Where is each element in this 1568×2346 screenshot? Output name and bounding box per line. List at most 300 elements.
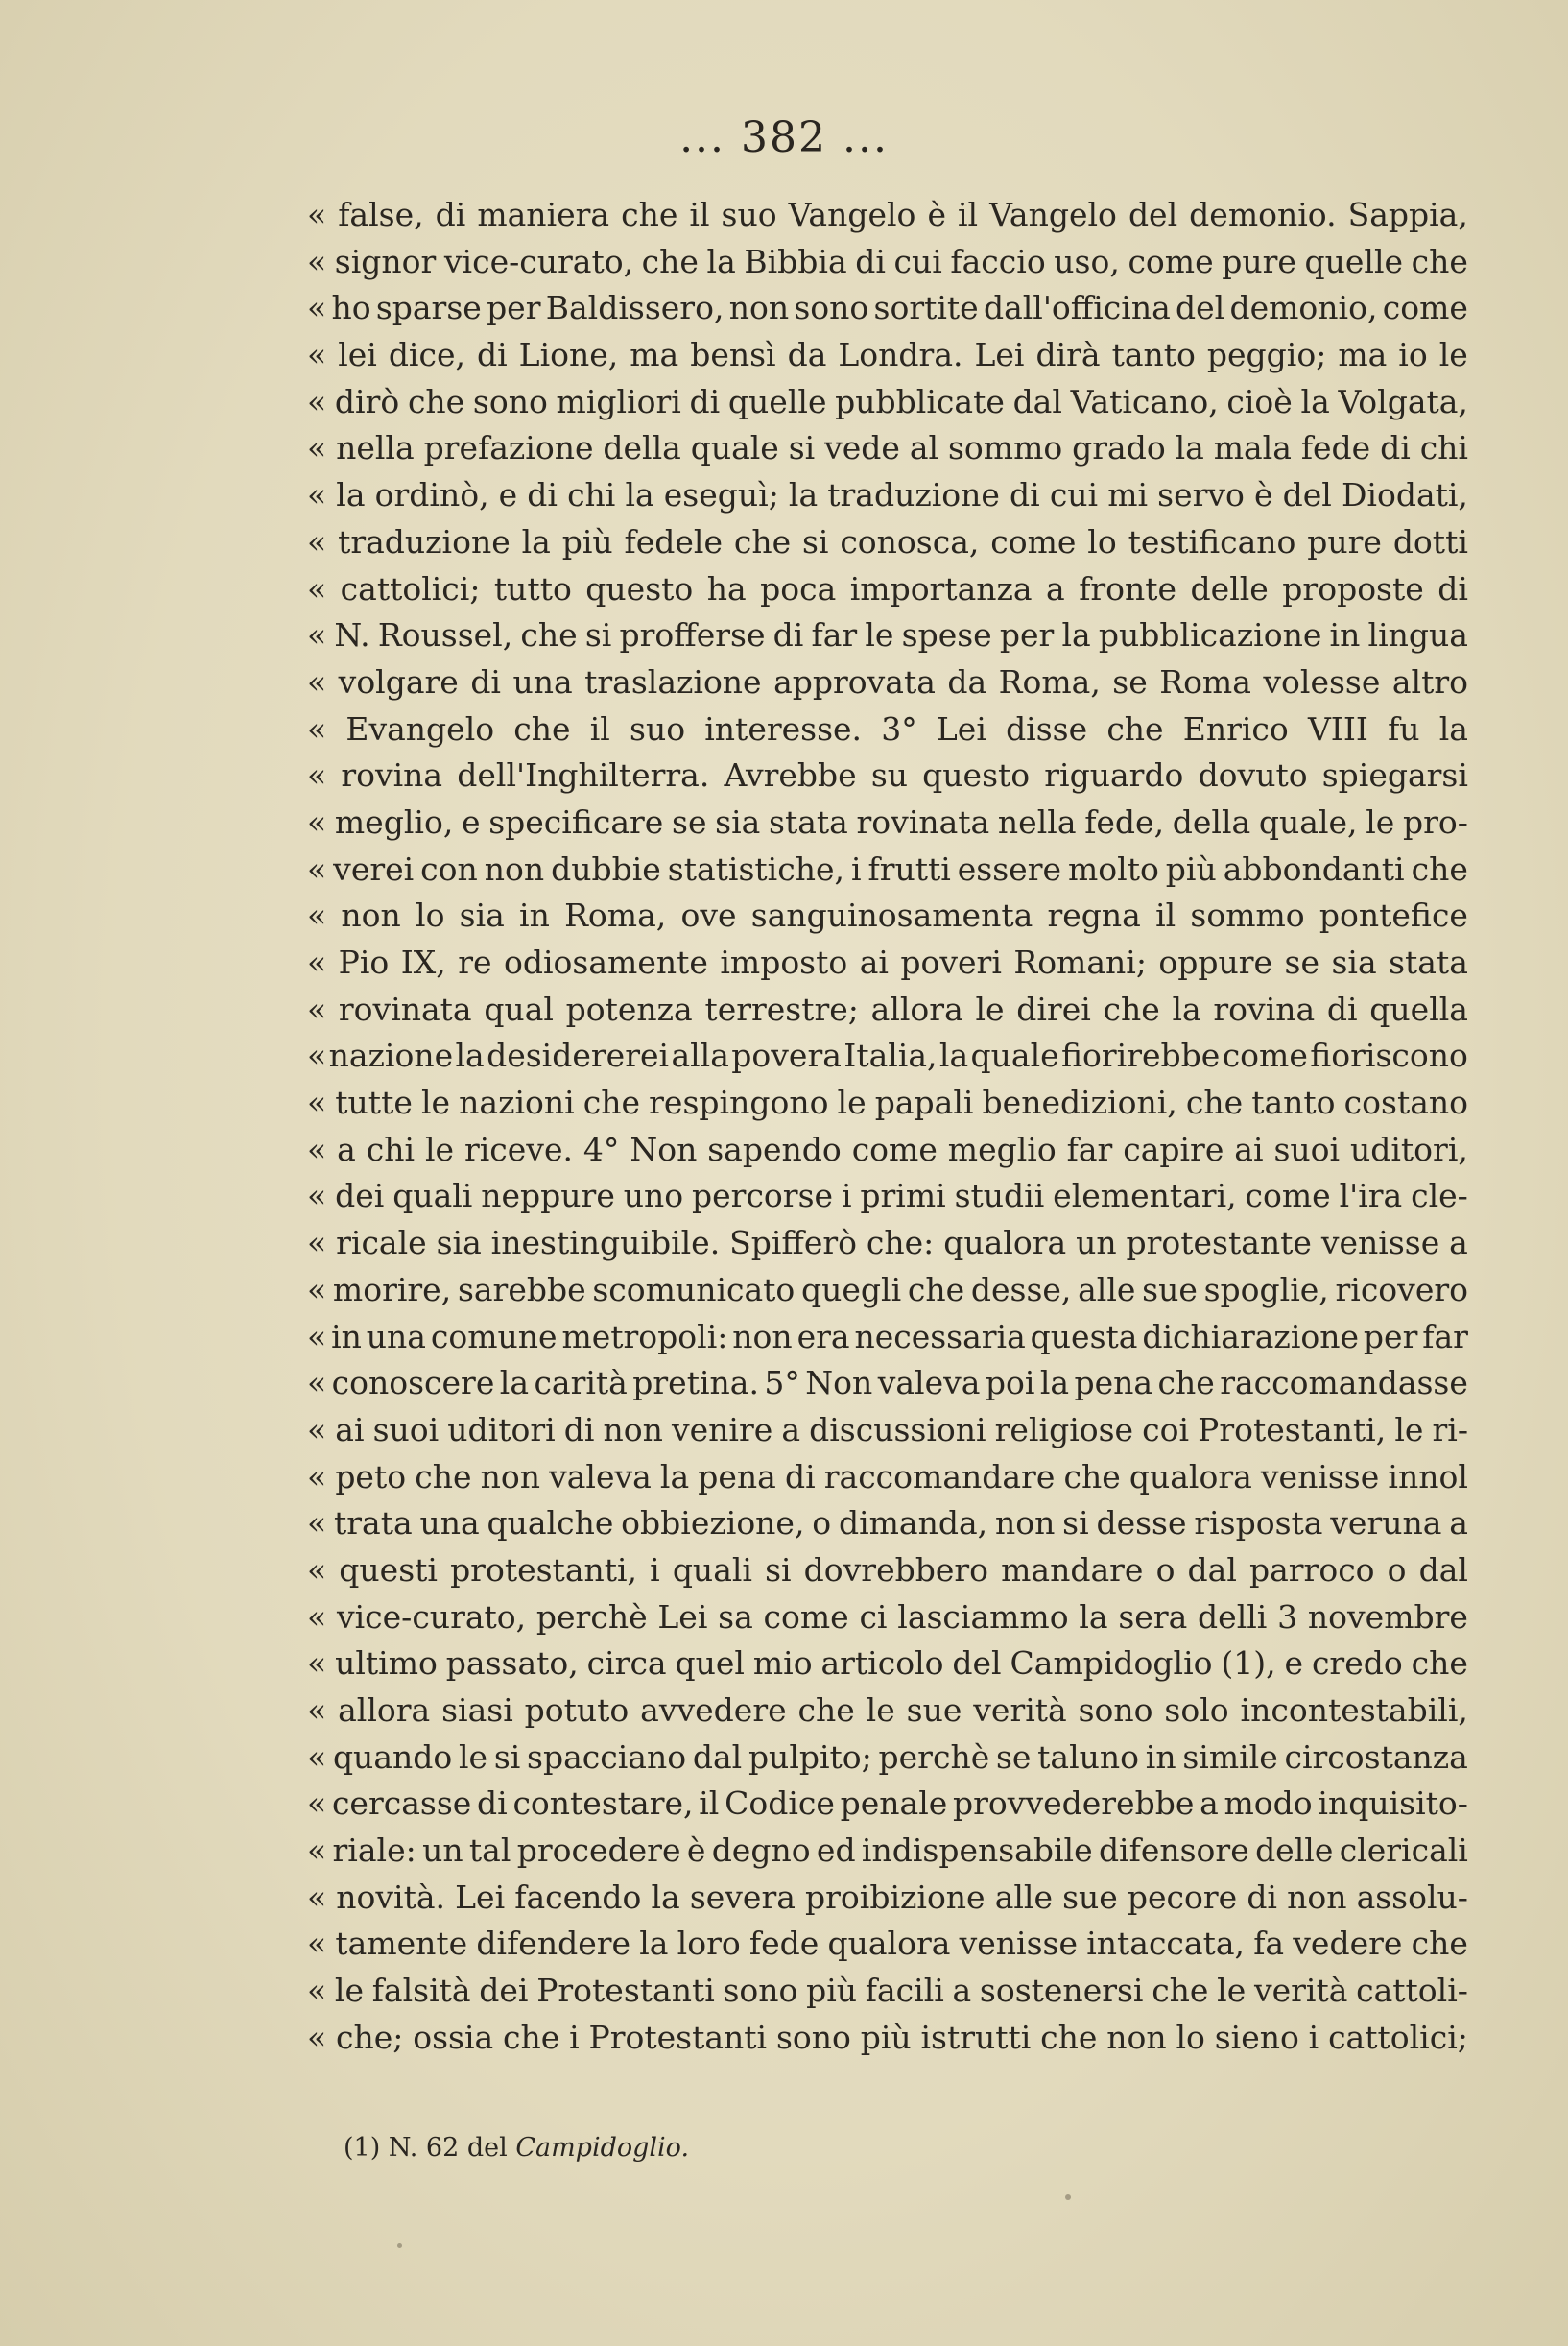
word: dice, xyxy=(388,336,465,374)
word: a xyxy=(1449,1224,1468,1262)
word: cui xyxy=(893,242,942,280)
word: chi xyxy=(366,1130,416,1168)
text-line xyxy=(307,1360,1468,1407)
word: valeva xyxy=(877,1364,981,1402)
word: Protestanti xyxy=(588,2018,768,2056)
word: mandare xyxy=(1001,1550,1144,1589)
word: a xyxy=(1046,569,1065,608)
text-line xyxy=(307,472,1468,519)
word: che xyxy=(1411,1925,1468,1963)
word: « xyxy=(307,1878,327,1916)
word: dei xyxy=(479,1972,529,2010)
word: dovrebbero xyxy=(803,1550,989,1589)
word: peto xyxy=(335,1457,407,1496)
word: lingua xyxy=(1367,616,1468,655)
word: « xyxy=(307,1972,327,2010)
word: neppure xyxy=(481,1177,615,1215)
word: sommo xyxy=(1190,897,1305,935)
word: « xyxy=(307,429,327,467)
word: percorse xyxy=(692,1177,834,1215)
word: venisse xyxy=(1260,1457,1380,1496)
word: che xyxy=(1063,1457,1121,1496)
word: respingono xyxy=(649,1084,829,1122)
word: è xyxy=(1254,476,1273,515)
word: che xyxy=(1152,1972,1209,2010)
word: mala xyxy=(1213,429,1292,467)
word: taluno xyxy=(1037,1737,1140,1776)
word: del xyxy=(1128,196,1178,233)
word: raccomandare xyxy=(823,1457,1056,1496)
word: Non xyxy=(630,1130,698,1168)
word: le xyxy=(865,616,894,655)
word: protestanti, xyxy=(450,1550,638,1589)
word: sia xyxy=(715,802,761,841)
word: del xyxy=(1176,289,1225,327)
word: che xyxy=(407,382,465,420)
word: « xyxy=(307,569,327,608)
word: sparse xyxy=(375,289,482,327)
word: nella xyxy=(997,802,1077,841)
word: quelle xyxy=(1304,242,1404,280)
word: dal xyxy=(692,1737,743,1776)
word: la xyxy=(1061,616,1091,655)
word: verità xyxy=(973,1691,1067,1729)
footnote xyxy=(344,2133,689,2163)
word: la xyxy=(651,1878,680,1916)
text-line xyxy=(307,2015,1468,2062)
word: le xyxy=(1394,1410,1424,1448)
word: rovina xyxy=(1213,990,1316,1028)
word: siasi xyxy=(441,1691,513,1729)
word: far xyxy=(1422,1317,1468,1355)
word: Londra. xyxy=(838,336,963,374)
word: sommo xyxy=(947,429,1063,467)
word: le xyxy=(424,1130,455,1168)
word: dal xyxy=(1187,1550,1237,1589)
word: frutti xyxy=(867,850,951,888)
word: assolu- xyxy=(1356,1878,1468,1916)
word: protestante xyxy=(1126,1224,1312,1262)
word: Roussel, xyxy=(377,616,513,655)
text-line xyxy=(307,519,1468,566)
word: risposta xyxy=(1194,1504,1323,1543)
word: Lei xyxy=(936,709,986,748)
word: papali xyxy=(874,1084,974,1122)
word: modo xyxy=(1224,1784,1313,1823)
word: importanza xyxy=(849,569,1033,608)
word: i xyxy=(850,850,862,888)
word: clericali xyxy=(1339,1831,1468,1870)
word: pretina. xyxy=(632,1364,759,1402)
word: contestare, xyxy=(512,1784,694,1823)
text-line xyxy=(307,1080,1468,1127)
word: lei xyxy=(338,336,377,374)
text-line xyxy=(307,1033,1468,1080)
word: rovinata xyxy=(856,802,990,841)
word: stata xyxy=(1389,944,1468,981)
word: novità. xyxy=(336,1878,446,1916)
word: i xyxy=(841,1177,852,1215)
word: come xyxy=(1245,1177,1331,1215)
word: benedizioni, xyxy=(982,1084,1177,1122)
word: che xyxy=(907,1270,965,1308)
word: ma xyxy=(1338,336,1388,374)
word: 5° xyxy=(764,1364,800,1402)
word: « xyxy=(307,1364,327,1402)
word: « xyxy=(307,1270,327,1308)
word: fede xyxy=(1300,429,1371,467)
text-line xyxy=(307,1314,1468,1361)
word: non xyxy=(341,897,401,935)
word: nella xyxy=(336,429,415,467)
word: di xyxy=(784,1457,816,1496)
word: da xyxy=(947,662,987,701)
word: trata xyxy=(334,1504,413,1543)
word: da xyxy=(787,336,827,374)
word: Vangelo xyxy=(788,196,916,233)
word: « xyxy=(307,289,327,327)
word: fedele xyxy=(624,522,723,561)
word: cle- xyxy=(1411,1177,1468,1215)
text-line xyxy=(307,285,1468,332)
word: inestinguibile. xyxy=(490,1224,721,1262)
word: migliori xyxy=(556,382,681,420)
word: cioè xyxy=(1226,382,1293,420)
text-line xyxy=(307,192,1468,239)
paper-speck xyxy=(397,2243,402,2248)
word: verei xyxy=(333,850,415,888)
word: sono xyxy=(1078,1691,1153,1729)
word: inquisito- xyxy=(1318,1784,1468,1823)
word: dal xyxy=(1418,1550,1468,1589)
word: la xyxy=(639,1925,669,1963)
word: non xyxy=(1287,1878,1347,1916)
word: come xyxy=(763,1597,849,1636)
word: allora xyxy=(870,990,963,1028)
word: quale xyxy=(970,1037,1059,1075)
word: « xyxy=(307,522,327,561)
word: uno xyxy=(623,1177,684,1215)
word: non xyxy=(728,289,790,327)
text-line xyxy=(307,1407,1468,1454)
word: il xyxy=(689,196,710,233)
word: di xyxy=(1326,990,1358,1028)
word: venisse xyxy=(959,1925,1079,1963)
word: grado xyxy=(1072,429,1166,467)
word: sarebbe xyxy=(457,1270,586,1308)
word: obbiezione, xyxy=(621,1504,805,1543)
word: che xyxy=(733,522,792,561)
word: i xyxy=(569,2018,580,2056)
word: uso, xyxy=(1054,242,1120,280)
word: « xyxy=(307,756,327,795)
text-line xyxy=(307,1640,1468,1688)
word: solo xyxy=(1164,1691,1229,1729)
word: il xyxy=(699,1784,720,1823)
word: sia xyxy=(436,1224,482,1262)
text-line xyxy=(307,1173,1468,1220)
word: fronte xyxy=(1079,569,1177,608)
word: comune xyxy=(430,1317,558,1355)
word: lo xyxy=(1176,2018,1205,2056)
word: « xyxy=(307,476,327,515)
word: « xyxy=(307,1084,327,1122)
word: di xyxy=(470,662,501,701)
word: far xyxy=(1066,1130,1113,1168)
word: « xyxy=(307,1130,327,1168)
word: che xyxy=(1411,242,1468,280)
word: molto xyxy=(1067,850,1159,888)
word: quale xyxy=(690,429,779,467)
word: verità xyxy=(1253,1972,1348,2010)
word: dirà xyxy=(1035,336,1101,374)
word: suoi xyxy=(372,1410,440,1448)
word: « xyxy=(307,382,327,420)
word: circostanza xyxy=(1284,1737,1468,1776)
word: far xyxy=(811,616,858,655)
page-number: ... 382 ... xyxy=(679,113,889,162)
word: metropoli: xyxy=(561,1317,728,1355)
word: più xyxy=(806,1972,858,2010)
word: qualche xyxy=(487,1504,614,1543)
word: non xyxy=(994,1504,1056,1543)
word: sono xyxy=(794,289,869,327)
word: traduzione xyxy=(338,522,511,561)
word: necessaria xyxy=(854,1317,1026,1355)
word: conoscere xyxy=(331,1364,495,1402)
word: non xyxy=(484,850,545,888)
word: la xyxy=(1039,1364,1070,1402)
paper-speck xyxy=(1065,2194,1071,2200)
word: difendere xyxy=(476,1925,631,1963)
word: abbondanti xyxy=(1223,850,1405,888)
word: simile xyxy=(1182,1737,1278,1776)
word: quando xyxy=(332,1737,453,1776)
word: del xyxy=(1282,476,1332,515)
word: non xyxy=(480,1457,540,1496)
word: suo xyxy=(721,196,777,233)
word: di xyxy=(476,336,508,374)
word: che xyxy=(797,1691,855,1729)
word: « xyxy=(307,1644,327,1683)
word: come xyxy=(1382,289,1468,327)
word: ove xyxy=(680,897,737,935)
text-line xyxy=(307,239,1468,286)
word: la xyxy=(706,242,736,280)
word: le xyxy=(837,1084,867,1122)
word: si xyxy=(801,522,829,561)
word: di xyxy=(772,616,804,655)
word: del xyxy=(952,1644,1002,1683)
word: come xyxy=(851,1130,938,1168)
word: « xyxy=(307,1037,327,1075)
word: coi xyxy=(1142,1410,1190,1448)
word: religiose xyxy=(994,1410,1134,1448)
word: « xyxy=(307,336,327,374)
word: allora xyxy=(338,1691,431,1729)
word: quella xyxy=(1369,990,1468,1028)
word: nazioni xyxy=(459,1084,575,1122)
word: Lei xyxy=(455,1878,506,1916)
word: sue xyxy=(906,1691,962,1729)
word: degno xyxy=(711,1831,811,1870)
word: suoi xyxy=(1273,1130,1341,1168)
word: sia xyxy=(1331,944,1377,981)
word: il xyxy=(957,196,979,233)
word: per xyxy=(999,616,1055,655)
word: traslazione xyxy=(584,662,762,701)
word: ma xyxy=(630,336,679,374)
word: capire xyxy=(1123,1130,1224,1168)
word: testificano xyxy=(1128,522,1296,561)
word: articolo xyxy=(820,1644,944,1683)
word: peggio; xyxy=(1206,336,1327,374)
word: « xyxy=(307,242,327,280)
word: uditori xyxy=(447,1410,556,1448)
word: specificare xyxy=(488,802,664,841)
word: sortite xyxy=(873,289,979,327)
word: potuto xyxy=(524,1691,630,1729)
word: di xyxy=(563,1410,595,1448)
word: se xyxy=(995,1737,1032,1776)
word: pena xyxy=(698,1457,776,1496)
word: e xyxy=(462,802,481,841)
word: cattoli- xyxy=(1356,1972,1468,2010)
word: che xyxy=(1411,850,1468,888)
word: demonio, xyxy=(1229,289,1378,327)
word: morire, xyxy=(332,1270,452,1308)
word: Protestanti xyxy=(536,1972,715,2010)
word: l'ira xyxy=(1339,1177,1403,1215)
word: che xyxy=(1157,1364,1215,1402)
word: una xyxy=(512,662,573,701)
word: la xyxy=(455,1037,485,1075)
word: come xyxy=(1128,242,1214,280)
word: Pio xyxy=(338,944,390,981)
word: mi xyxy=(1107,476,1149,515)
word: a xyxy=(337,1130,356,1168)
word: dubbie xyxy=(551,850,661,888)
word: vice-curato, xyxy=(336,1597,527,1636)
word: tamente xyxy=(335,1925,468,1963)
text-line xyxy=(307,566,1468,613)
word: che xyxy=(503,2018,560,2056)
word: questo xyxy=(585,569,694,608)
word: intaccata, xyxy=(1086,1925,1246,1963)
word: a xyxy=(1449,1504,1468,1543)
word: penale xyxy=(840,1784,948,1823)
word: Bibbia xyxy=(744,242,847,280)
word: pontefice xyxy=(1319,897,1468,935)
word: novembre xyxy=(1307,1597,1468,1636)
word: si xyxy=(788,429,816,467)
word: volgare xyxy=(338,662,459,701)
word: cattolici; xyxy=(1328,2018,1468,2056)
word: alle xyxy=(1078,1270,1136,1308)
word: Sappia, xyxy=(1347,196,1468,233)
word: pure xyxy=(1307,522,1382,561)
word: tanto xyxy=(1251,1084,1336,1122)
word: volesse xyxy=(1263,662,1381,701)
word: sono xyxy=(775,2018,851,2056)
word: che xyxy=(582,1084,641,1122)
word: di xyxy=(855,242,886,280)
word: per xyxy=(1363,1317,1418,1355)
word: Baldissero, xyxy=(545,289,725,327)
word: mio xyxy=(752,1644,813,1683)
text-line xyxy=(307,332,1468,379)
word: non xyxy=(732,1317,793,1355)
word: sia xyxy=(459,897,505,935)
word: a xyxy=(1200,1784,1219,1823)
word: Avrebbe xyxy=(724,756,857,795)
word: statistiche, xyxy=(667,850,844,888)
word: poca xyxy=(760,569,837,608)
text-line xyxy=(307,425,1468,472)
word: sono xyxy=(472,382,548,420)
word: terrestre; xyxy=(704,990,859,1028)
word: « xyxy=(307,709,327,748)
word: alle xyxy=(994,1878,1053,1916)
word: chi xyxy=(1419,429,1468,467)
word: pulpito; xyxy=(748,1737,872,1776)
text-line xyxy=(307,1828,1468,1875)
word: proibizione xyxy=(805,1878,986,1916)
word: vedere xyxy=(1293,1925,1403,1963)
word: severa xyxy=(689,1878,796,1916)
word: ai xyxy=(859,944,889,981)
word: ai xyxy=(1234,1130,1264,1168)
word: in xyxy=(331,1317,362,1355)
word: pubblicate xyxy=(835,382,1005,420)
word: perchè xyxy=(535,1597,648,1636)
word: la xyxy=(788,476,819,515)
word: che xyxy=(1411,1644,1468,1683)
word: 4° xyxy=(582,1130,620,1168)
word: sostenersi xyxy=(979,1972,1144,2010)
word: « xyxy=(307,1597,327,1636)
word: discussioni xyxy=(809,1410,986,1448)
text-line xyxy=(307,987,1468,1034)
word: ricale xyxy=(336,1224,427,1262)
word: « xyxy=(307,944,327,981)
word: scomunicato xyxy=(592,1270,796,1308)
word: che xyxy=(1103,990,1160,1028)
word: che xyxy=(1040,2018,1098,2056)
word: delli xyxy=(1198,1597,1268,1636)
word: se xyxy=(1112,662,1148,701)
word: false, xyxy=(338,196,424,233)
text-line xyxy=(307,1547,1468,1594)
word: se xyxy=(672,802,707,841)
word: oppure xyxy=(1158,944,1273,981)
word: Italia, xyxy=(843,1037,938,1075)
word: un xyxy=(1076,1224,1117,1262)
word: traduzione xyxy=(827,476,1000,515)
word: « xyxy=(307,1457,327,1496)
word: di xyxy=(527,476,558,515)
word: Lei xyxy=(974,336,1025,374)
word: pro- xyxy=(1403,802,1468,841)
word: dotti xyxy=(1392,522,1468,561)
word: che: xyxy=(866,1224,935,1262)
word: più xyxy=(1165,850,1217,888)
word: VIII xyxy=(1307,709,1368,748)
word: quelle xyxy=(727,382,827,420)
word: « xyxy=(307,1410,327,1448)
word: innol xyxy=(1388,1457,1468,1496)
word: « xyxy=(307,1784,327,1823)
